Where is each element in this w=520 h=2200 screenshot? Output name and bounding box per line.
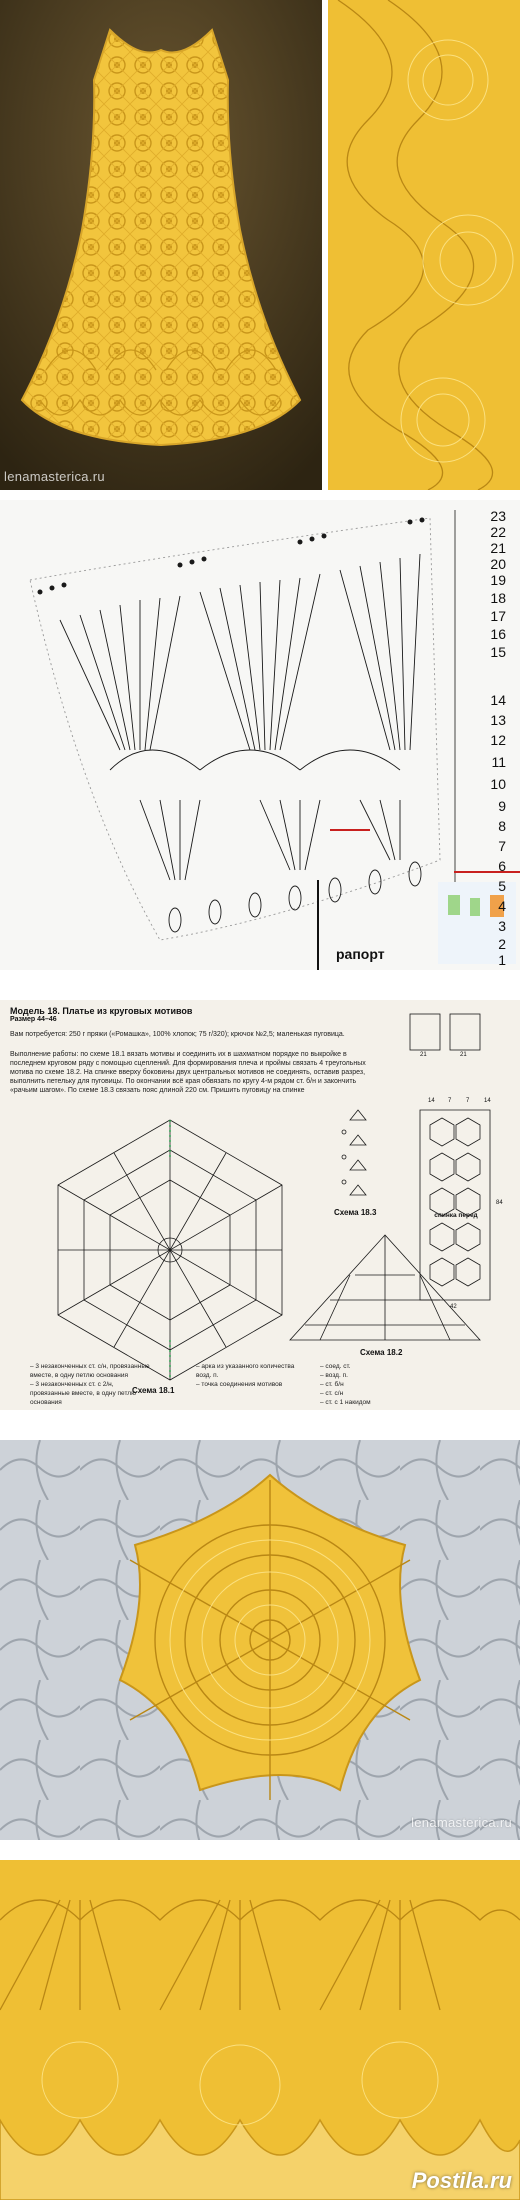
motif-photo bbox=[0, 1440, 520, 1840]
dress-photo bbox=[0, 0, 322, 490]
rapport-label: рапорт bbox=[336, 946, 385, 962]
dimension: 14 bbox=[484, 1098, 491, 1104]
brand-watermark: Postila.ru bbox=[411, 2168, 512, 2193]
dimension: 7 bbox=[466, 1098, 470, 1104]
scheme-1-caption: Схема 18.1 bbox=[132, 1386, 175, 1395]
row-number: 9 bbox=[498, 798, 506, 814]
legend-entry: – возд. п. bbox=[320, 1372, 348, 1379]
dimension: 84 bbox=[496, 1200, 503, 1206]
row-number: 13 bbox=[490, 712, 506, 728]
row-number: 22 bbox=[490, 524, 506, 540]
scheme-3-caption: Схема 18.3 bbox=[334, 1208, 377, 1217]
row-number: 10 bbox=[490, 776, 506, 792]
row-number: 3 bbox=[498, 918, 506, 934]
row-number: 15 bbox=[490, 644, 506, 660]
watermark-text: lenamasterica.ru bbox=[4, 469, 105, 484]
legend-mid bbox=[196, 1362, 306, 1389]
row-number: 5 bbox=[498, 878, 506, 894]
dimension: 7 bbox=[448, 1098, 452, 1104]
dimension: 14 bbox=[428, 1098, 435, 1104]
legend-entry: – соед. ст. bbox=[320, 1363, 351, 1370]
row-number: 16 bbox=[490, 626, 506, 642]
legend-entry: – ст. с 1 накидом bbox=[320, 1399, 371, 1406]
row-number: 7 bbox=[498, 838, 506, 854]
legend-entry: – 3 незаконченных ст. с/н, провязанные вместе, в одну петлю основания bbox=[30, 1363, 150, 1379]
motif-illustration bbox=[0, 1440, 520, 1840]
crochet-rows-chart bbox=[0, 500, 520, 970]
row-number: 14 bbox=[490, 692, 506, 708]
dress-illustration bbox=[0, 0, 322, 490]
legend-entry: – ст. б/н bbox=[320, 1381, 344, 1388]
instructions-text: Выполнение работы: по схеме 18.1 вязать мотивы и соединить их в шахматном порядке по выкройке в последнем круговом ряду с помощью сцеплений. Для формирования плеча и проймы связать 4 треугольных мотива по схеме 18.2. На спинке вверху боковины двух центральных мотивов не соединять, оставив разрез, выполнить петельку для пуговицы. По окончании всё края обвязать по кругу 4-м рядом ст. б/н и закончить «рачьим шагом». По схеме 18.3 связать пояс длиной 220 см. Пришить пуговицу на спинке bbox=[10, 1051, 366, 1094]
dimension: 21 bbox=[460, 1052, 467, 1058]
row-number: 23 bbox=[490, 508, 506, 524]
row-number: 6 bbox=[498, 858, 506, 874]
row-number: 20 bbox=[490, 556, 506, 572]
model-title: Модель 18. Платье из круговых мотивов bbox=[10, 1006, 193, 1016]
row-number: 2 bbox=[498, 936, 506, 952]
row-number: 8 bbox=[498, 818, 506, 834]
row-number: 12 bbox=[490, 732, 506, 748]
row-number: 18 bbox=[490, 590, 506, 606]
dimension: 42 bbox=[450, 1304, 457, 1310]
row-number: 17 bbox=[490, 608, 506, 624]
chart-symbols bbox=[0, 500, 520, 970]
legend-left bbox=[30, 1362, 150, 1407]
row-number: 21 bbox=[490, 540, 506, 556]
scheme-diagrams bbox=[0, 1000, 520, 1410]
materials-text: Вам потребуется: 250 г пряжи («Ромашка», 100% хлопок; 75 г/320); крючок №2,5; маленькая пуговица. bbox=[10, 1031, 345, 1038]
legend-right bbox=[320, 1362, 420, 1407]
row-number: 19 bbox=[490, 572, 506, 588]
row-number: 1 bbox=[498, 952, 506, 968]
watermark-text: lenamasterica.ru bbox=[411, 1815, 512, 1830]
pattern-piece-label: спинка перед bbox=[434, 1212, 478, 1219]
model-size: Размер 44–46 bbox=[10, 1016, 57, 1023]
hem-lace-illustration bbox=[328, 0, 520, 490]
legend-entry: – 3 незаконченных ст. с 2/н, провязанные вместе, в одну петлю основания bbox=[30, 1381, 136, 1406]
legend-entry: – ст. с/н bbox=[320, 1390, 344, 1397]
legend-entry: – точка соединения мотивов bbox=[196, 1381, 283, 1388]
scheme-2-caption: Схема 18.2 bbox=[360, 1348, 403, 1357]
row-number: 4 bbox=[498, 898, 506, 914]
row-number: 11 bbox=[491, 754, 506, 770]
scalloped-hem-photo bbox=[0, 1860, 520, 2200]
hem-closeup-photo bbox=[328, 0, 520, 490]
legend-entry: – арка из указанного количества возд. п. bbox=[196, 1363, 295, 1379]
dimension: 21 bbox=[420, 1052, 427, 1058]
scallop-illustration bbox=[0, 1860, 520, 2200]
magazine-scheme-page bbox=[0, 1000, 520, 1410]
